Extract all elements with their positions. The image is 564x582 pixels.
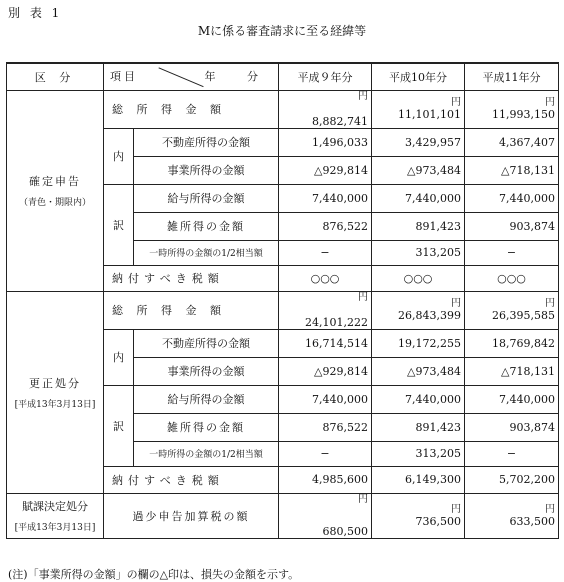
section-kousei — [7, 291, 104, 493]
label-uchi: 内 — [104, 329, 134, 385]
kousei-ichiji-h11: − — [465, 441, 559, 466]
year-h9: 平成９年分 — [279, 63, 372, 90]
value: 11,101,101 — [398, 108, 461, 121]
label-fudousan: 不動産所得の金額 — [134, 128, 279, 156]
value: 8,882,741 — [312, 114, 368, 128]
kakutei-jigyou-h9: △929,814 — [279, 156, 372, 184]
unit-yen: 円 — [545, 298, 555, 309]
fuka-kashou-h9 — [279, 493, 372, 538]
section-kakutei — [7, 90, 104, 291]
header-koumoku: 項目 — [110, 70, 138, 83]
kakutei-sousho-h9 — [279, 90, 372, 128]
label-zatsu: 雑所得の金額 — [134, 212, 279, 240]
kakutei-zatsu-h10: 891,423 — [372, 212, 465, 240]
kakutei-ichiji-h10: 313,205 — [372, 240, 465, 265]
kousei-jigyou-h10: △973,484 — [372, 357, 465, 385]
kakutei-nouzei-h9: ○○○ — [279, 265, 372, 291]
label-wake: 訳 — [104, 385, 134, 466]
kakutei-ichiji-h9: − — [279, 240, 372, 265]
year-h10: 平成10年分 — [372, 63, 465, 90]
kakutei-nouzei-h10: ○○○ — [372, 265, 465, 291]
kousei-sousho-h10 — [372, 291, 465, 329]
kousei-fudousan-h10: 19,172,255 — [372, 329, 465, 357]
kousei-nouzei-h9: 4,985,600 — [279, 466, 372, 493]
unit-yen: 円 — [358, 90, 368, 102]
section-fuka — [7, 493, 104, 538]
value: 680,500 — [322, 524, 368, 538]
kousei-ichiji-h10: 313,205 — [372, 441, 465, 466]
history-table — [6, 62, 559, 539]
section-fuka-sub: [平成13年3月13日] — [14, 523, 96, 533]
header-nen: 年 分 — [204, 70, 272, 83]
kakutei-zatsu-h11: 903,874 — [465, 212, 559, 240]
kakutei-sousho-h11 — [465, 90, 559, 128]
kakutei-kyuyo-h9: 7,440,000 — [279, 184, 372, 212]
label-kashou: 過少申告加算税の額 — [104, 493, 279, 538]
kousei-jigyou-h9: △929,814 — [279, 357, 372, 385]
section-kakutei-sub: （青色・期限内） — [18, 198, 91, 208]
value: 24,101,222 — [305, 315, 368, 329]
label-ichiji: 一時所得の金額の1/2相当額 — [134, 240, 279, 265]
value: 26,395,585 — [492, 309, 555, 322]
unit-yen: 円 — [545, 97, 555, 108]
unit-yen: 円 — [545, 503, 555, 515]
header-kubun: 区 分 — [7, 63, 104, 90]
document-title: Mに係る審査請求に至る経緯等 — [197, 24, 367, 38]
unit-yen: 円 — [358, 493, 368, 505]
kakutei-jigyou-h10: △973,484 — [372, 156, 465, 184]
section-kousei-title: 更正処分 — [29, 376, 81, 390]
kousei-ichiji-h9: − — [279, 441, 372, 466]
label-nouzei: 納付すべき税額 — [104, 466, 279, 493]
kousei-kyuyo-h9: 7,440,000 — [279, 385, 372, 413]
value: 26,843,399 — [398, 309, 461, 322]
kakutei-jigyou-h11: △718,131 — [465, 156, 559, 184]
fuka-kashou-h11 — [465, 493, 559, 538]
kakutei-nouzei-h11: ○○○ — [465, 265, 559, 291]
label-kyuyo: 給与所得の金額 — [134, 385, 279, 413]
kousei-fudousan-h11: 18,769,842 — [465, 329, 559, 357]
label-uchi: 内 — [104, 128, 134, 184]
kousei-kyuyo-h11: 7,440,000 — [465, 385, 559, 413]
label-sousho: 総 所 得 金 額 — [104, 90, 279, 128]
kakutei-kyuyo-h11: 7,440,000 — [465, 184, 559, 212]
kakutei-fudousan-h9: 1,496,033 — [279, 128, 372, 156]
section-kousei-sub: [平成13年3月13日] — [14, 399, 96, 410]
value: 736,500 — [415, 514, 461, 528]
kousei-nouzei-h10: 6,149,300 — [372, 466, 465, 493]
section-kakutei-title: 確定申告 — [29, 175, 81, 188]
kakutei-sousho-h10 — [372, 90, 465, 128]
kousei-fudousan-h9: 16,714,514 — [279, 329, 372, 357]
label-wake: 訳 — [104, 184, 134, 265]
unit-yen: 円 — [451, 503, 461, 515]
kakutei-kyuyo-h10: 7,440,000 — [372, 184, 465, 212]
label-jigyou: 事業所得の金額 — [134, 156, 279, 184]
fuka-kashou-h10 — [372, 493, 465, 538]
value: 11,993,150 — [492, 108, 555, 121]
kakutei-zatsu-h9: 876,522 — [279, 212, 372, 240]
annex-caption: 別 表 1 — [8, 6, 63, 20]
unit-yen: 円 — [358, 291, 368, 303]
section-fuka-title: 賦課決定処分 — [22, 500, 88, 513]
kousei-zatsu-h11: 903,874 — [465, 413, 559, 441]
label-fudousan: 不動産所得の金額 — [134, 329, 279, 357]
year-h11: 平成11年分 — [465, 63, 559, 90]
kousei-jigyou-h11: △718,131 — [465, 357, 559, 385]
unit-yen: 円 — [451, 97, 461, 108]
value: 633,500 — [509, 514, 555, 528]
kousei-kyuyo-h10: 7,440,000 — [372, 385, 465, 413]
label-nouzei: 納付すべき税額 — [104, 265, 279, 291]
kakutei-fudousan-h10: 3,429,957 — [372, 128, 465, 156]
kousei-zatsu-h10: 891,423 — [372, 413, 465, 441]
kousei-sousho-h11 — [465, 291, 559, 329]
label-zatsu: 雑所得の金額 — [134, 413, 279, 441]
kakutei-fudousan-h11: 4,367,407 — [465, 128, 559, 156]
unit-yen: 円 — [451, 298, 461, 309]
kakutei-ichiji-h11: − — [465, 240, 559, 265]
footnote: (注)「事業所得の金額」の欄の△印は、損失の金額を示す。 — [8, 568, 300, 581]
label-kyuyo: 給与所得の金額 — [134, 184, 279, 212]
kousei-nouzei-h11: 5,702,200 — [465, 466, 559, 493]
kousei-sousho-h9 — [279, 291, 372, 329]
label-ichiji: 一時所得の金額の1/2相当額 — [134, 441, 279, 466]
label-sousho: 総 所 得 金 額 — [104, 291, 279, 329]
header-item-year — [104, 63, 279, 90]
label-jigyou: 事業所得の金額 — [134, 357, 279, 385]
kousei-zatsu-h9: 876,522 — [279, 413, 372, 441]
